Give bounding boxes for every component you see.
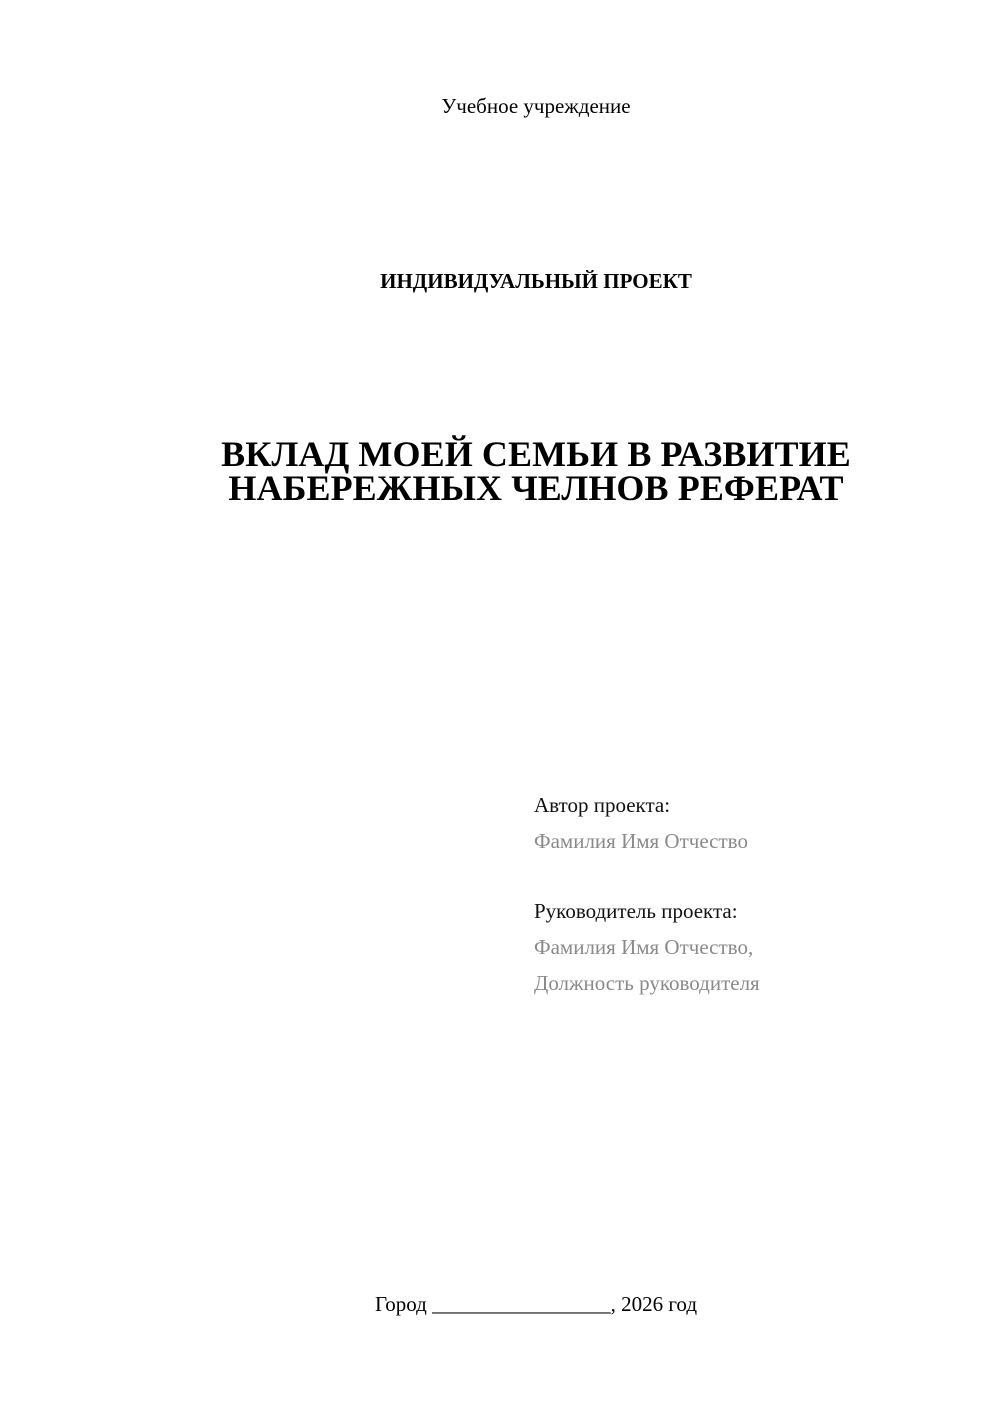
credits-spacer xyxy=(534,859,974,893)
project-title xyxy=(170,434,902,508)
credits-block xyxy=(534,787,974,1001)
city-year-line: Город _________________, 2026 год xyxy=(374,1292,698,1316)
project-title-line-2: НАБЕРЕЖНЫХ ЧЕЛНОВ РЕФЕРАТ xyxy=(228,468,844,508)
supervisor-position-placeholder: Должность руководителя xyxy=(534,971,760,995)
author-name-placeholder: Фамилия Имя Отчество xyxy=(534,829,748,853)
supervisor-label: Руководитель проекта: xyxy=(534,899,738,923)
supervisor-name-placeholder: Фамилия Имя Отчество, xyxy=(534,935,754,959)
institution-name: Учебное учреждение xyxy=(441,94,631,118)
project-title-line-1: ВКЛАД МОЕЙ СЕМЬИ В РАЗВИТИЕ xyxy=(221,434,851,474)
author-label: Автор проекта: xyxy=(534,793,671,817)
document-type: ИНДИВИДУАЛЬНЫЙ ПРОЕКТ xyxy=(380,269,692,293)
